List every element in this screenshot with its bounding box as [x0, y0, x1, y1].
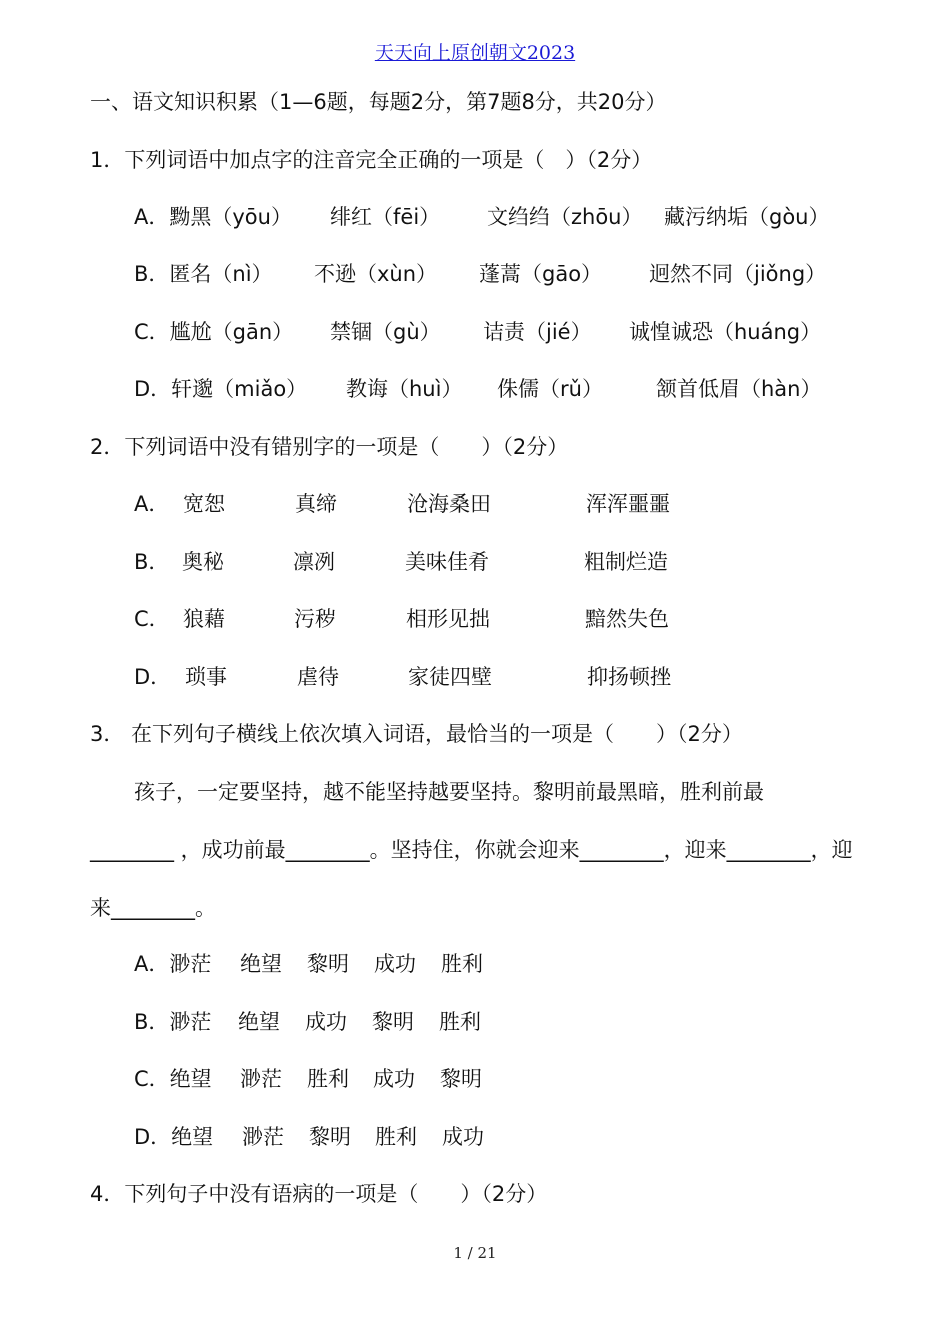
q2-d-word-1: 琐事 — [185, 665, 227, 689]
q2-a-word-3: 沧海桑田 — [407, 492, 491, 516]
q3-c-word-2: 渺茫 — [240, 1067, 282, 1091]
q1-c-word-3: 诘责（jié） — [483, 320, 592, 344]
q1-d-word-1: D．轩邈（miǎo） — [134, 377, 308, 401]
q1-a-word-4: 藏污纳垢（gòu） — [664, 205, 830, 229]
q3-stem: 3． 在下列句子横线上依次填入词语，最恰当的一项是（ ）（2分） — [90, 722, 743, 746]
q2-b-word-2: 凛冽 — [293, 550, 335, 574]
q2-stem: 2．下列词语中没有错别字的一项是（ ）（2分） — [90, 435, 569, 459]
q1-stem: 1．下列词语中加点字的注音完全正确的一项是（ ）（2分） — [90, 148, 653, 172]
q1-c-word-1: C．尴尬（gān） — [134, 320, 294, 344]
q1-a-word-3: 文绉绉（zhōu） — [487, 205, 643, 229]
q3-c-word-4: 成功 — [373, 1067, 415, 1091]
q2-a-word-2: 真缔 — [295, 492, 337, 516]
q1-d-word-4: 颔首低眉（hàn） — [656, 377, 822, 401]
q1-c-word-2: 禁锢（gù） — [330, 320, 441, 344]
q2-a-word-1: 宽恕 — [183, 492, 225, 516]
q3-b-word-5: 胜利 — [439, 1010, 481, 1034]
q2-d-word-3: 家徒四壁 — [408, 665, 492, 689]
q3-b-word-2: 绝望 — [238, 1010, 280, 1034]
q1-c-word-4: 诚惶诚恐（huáng） — [629, 320, 822, 344]
q3-d-word-2: 渺茫 — [242, 1125, 284, 1149]
q2-a-letter: A． — [134, 492, 170, 516]
q2-b-word-1: 奥秘 — [182, 550, 224, 574]
q1-d-word-3: 侏儒（rǔ） — [497, 377, 603, 401]
q3-c-word-1: C．绝望 — [134, 1067, 212, 1091]
q3-a-word-2: 绝望 — [240, 952, 282, 976]
q3-passage-line-3: 来________。 — [90, 896, 216, 920]
q2-c-word-2: 污秽 — [294, 607, 336, 631]
q2-d-word-2: 虐待 — [297, 665, 339, 689]
q3-b-word-1: B．渺茫 — [134, 1010, 212, 1034]
q1-d-word-2: 教诲（huì） — [346, 377, 463, 401]
q3-a-word-5: 胜利 — [441, 952, 483, 976]
q3-c-word-3: 胜利 — [307, 1067, 349, 1091]
q3-passage-line-1: 孩子，一定要坚持，越不能坚持越要坚持。黎明前最黑暗，胜利前最 — [134, 780, 764, 804]
header-link[interactable]: 天天向上原创朝文2023 — [374, 42, 576, 64]
q3-d-word-4: 胜利 — [375, 1125, 417, 1149]
q3-b-word-3: 成功 — [305, 1010, 347, 1034]
q2-c-letter: C． — [134, 607, 170, 631]
q2-d-word-4: 抑扬顿挫 — [587, 665, 671, 689]
q2-b-word-4: 粗制烂造 — [584, 550, 668, 574]
q2-c-word-3: 相形见拙 — [406, 607, 490, 631]
q1-a-word-2: 绯红（fēi） — [330, 205, 441, 229]
q3-d-word-3: 黎明 — [309, 1125, 351, 1149]
q1-b-word-1: B．匿名（nì） — [134, 262, 273, 286]
q3-b-word-4: 黎明 — [372, 1010, 414, 1034]
q2-c-word-1: 狼藉 — [183, 607, 225, 631]
q1-b-word-2: 不逊（xùn） — [314, 262, 438, 286]
q3-d-word-1: D．绝望 — [134, 1125, 214, 1149]
q3-a-word-4: 成功 — [374, 952, 416, 976]
q1-b-word-3: 蓬蒿（gāo） — [479, 262, 603, 286]
section-title: 一、语文知识积累（1—6题，每题2分，第7题8分，共20分） — [90, 90, 667, 114]
q2-b-word-3: 美味佳肴 — [405, 550, 489, 574]
q2-b-letter: B． — [134, 550, 170, 574]
q2-c-word-4: 黯然失色 — [585, 607, 669, 631]
q4-stem: 4．下列句子中没有语病的一项是（ ）（2分） — [90, 1182, 548, 1206]
q3-d-word-5: 成功 — [442, 1125, 484, 1149]
q3-a-word-3: 黎明 — [307, 952, 349, 976]
q1-a-word-1: A．黝黑（yōu） — [134, 205, 292, 229]
q3-c-word-5: 黎明 — [440, 1067, 482, 1091]
q2-d-letter: D． — [134, 665, 172, 689]
q3-passage-line-2: ________ ，成功前最________。坚持住，你就会迎来________，迎来________，迎 — [90, 838, 853, 862]
q1-b-word-4: 迥然不同（jiǒng） — [649, 262, 827, 286]
page-number: 1 / 21 — [453, 1244, 497, 1262]
q3-a-word-1: A．渺茫 — [134, 952, 212, 976]
q2-a-word-4: 浑浑噩噩 — [586, 492, 670, 516]
